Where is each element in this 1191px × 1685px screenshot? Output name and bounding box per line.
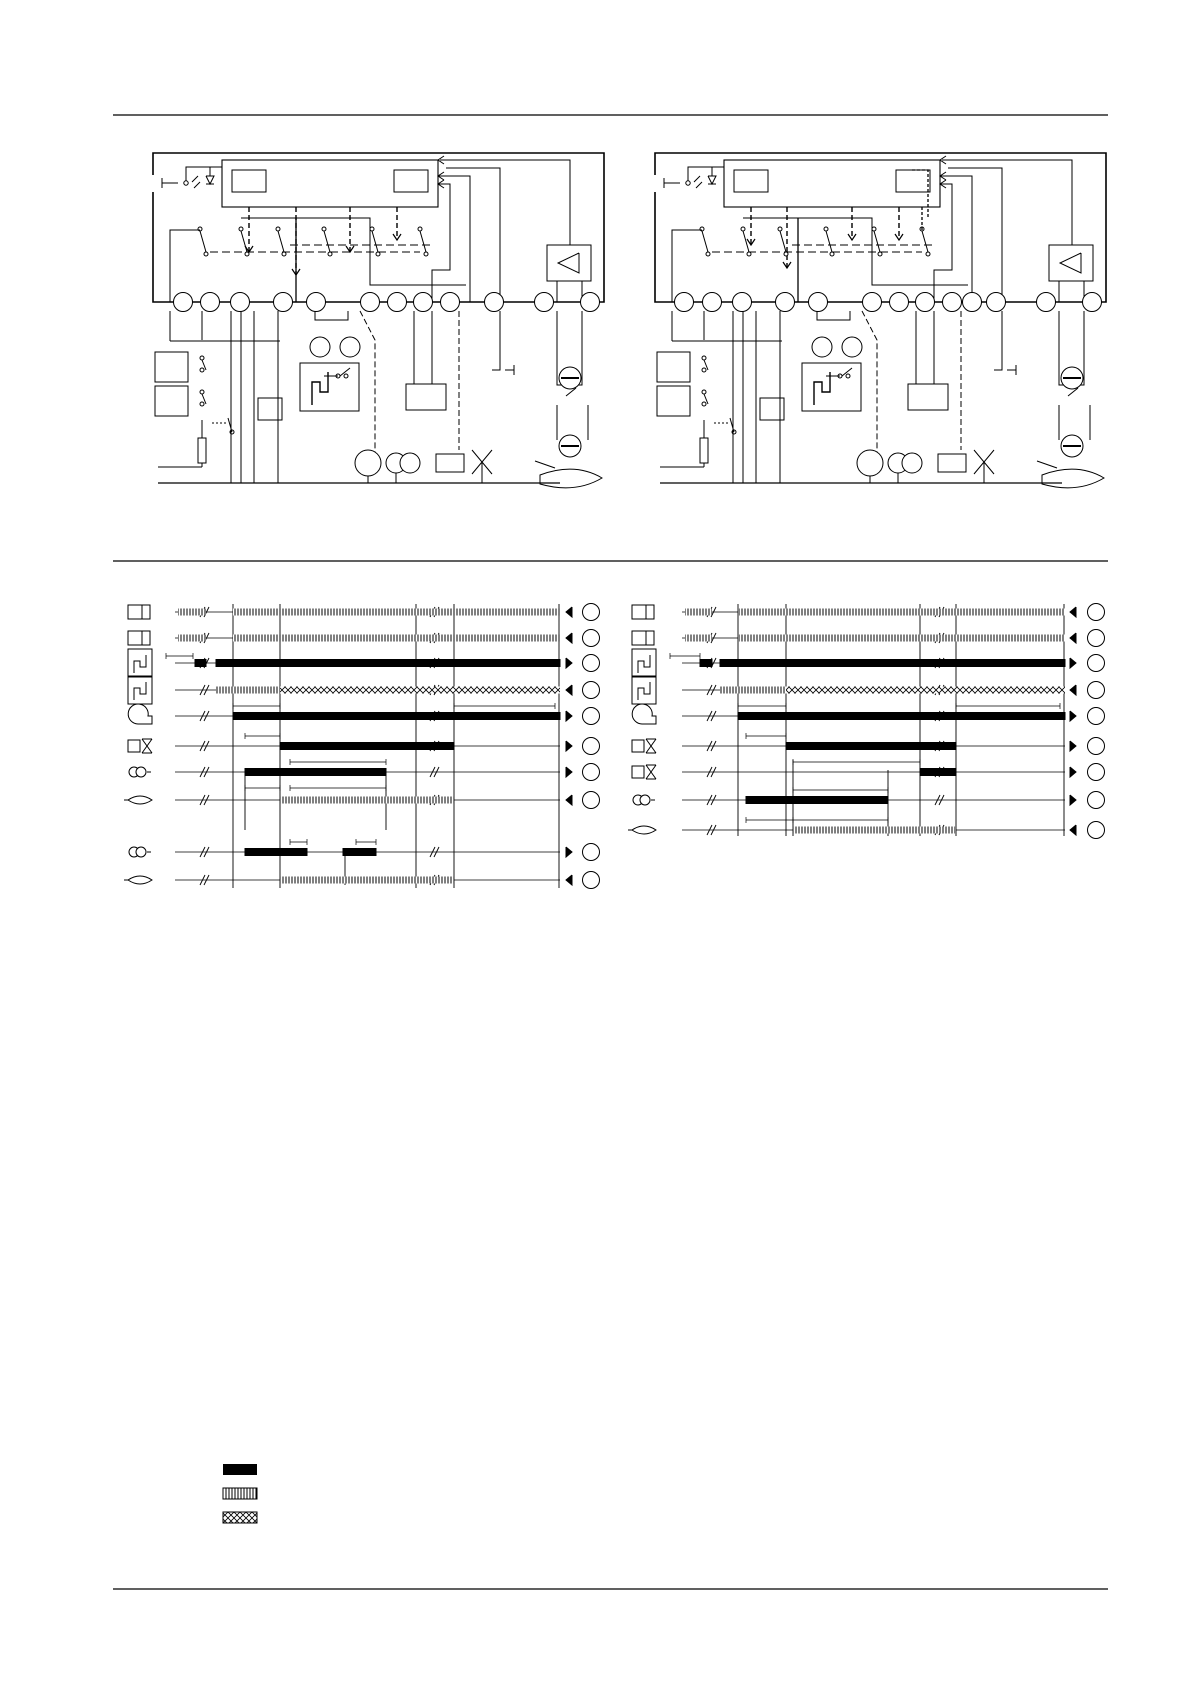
input-arrow <box>566 633 572 643</box>
relay-blade <box>200 231 206 252</box>
burner-flame-icon <box>1042 469 1104 488</box>
valve-relay-box <box>406 384 446 410</box>
signal-bar-hatch <box>738 609 1065 616</box>
relay-contact <box>276 227 280 231</box>
output-arrow <box>566 658 572 668</box>
terminal-circle <box>583 738 600 755</box>
relay-blade <box>702 231 708 252</box>
contact <box>200 390 204 394</box>
thermostat-box <box>155 352 188 382</box>
wiring-diagram-left <box>153 153 604 488</box>
wiring-diagram-right <box>655 153 1106 488</box>
terminal-4 <box>776 293 795 312</box>
amplifier-triangle-icon <box>558 253 579 273</box>
signal-bar-solid <box>245 769 386 776</box>
signal-bar-solid <box>786 743 956 750</box>
fuse-icon <box>700 438 708 463</box>
sensor-terminal <box>812 337 832 357</box>
output-arrow <box>566 741 572 751</box>
thermostat-icon <box>128 631 150 645</box>
output-arrow <box>1070 741 1076 751</box>
relay-contact <box>204 252 208 256</box>
led-light-arrow <box>694 176 700 182</box>
control-unit-box <box>222 160 438 207</box>
control-unit-box <box>724 160 940 207</box>
flame-arrow <box>535 461 555 468</box>
air-pressure-switch-box <box>802 363 861 411</box>
terminal-10 <box>963 293 982 312</box>
fan-motor-icon <box>355 450 381 476</box>
contact <box>200 402 204 406</box>
wire <box>492 311 500 370</box>
relay-contact <box>328 252 332 256</box>
wire <box>432 184 450 302</box>
led-light-arrow <box>192 176 198 182</box>
contact <box>200 356 204 360</box>
terminal-circle <box>583 872 600 889</box>
wire <box>315 311 348 320</box>
terminal-circle <box>583 682 600 699</box>
terminal-11 <box>535 293 554 312</box>
output-arrow <box>566 767 572 777</box>
contact <box>702 390 706 394</box>
relay-blade <box>278 231 284 252</box>
relay-contact <box>370 227 374 231</box>
reset-contact <box>184 181 188 185</box>
terminal-circle <box>1088 630 1105 647</box>
terminal-12 <box>1037 293 1056 312</box>
dashed-feedback <box>912 170 928 232</box>
signal-bar-solid <box>738 713 1065 720</box>
pressure-switch-icon <box>814 372 830 405</box>
wire <box>186 167 222 181</box>
output-logic-box <box>394 170 428 192</box>
wire <box>942 160 1072 245</box>
signal-bar-hatch <box>178 635 206 642</box>
terminal-11 <box>987 293 1006 312</box>
signal-bar-hatch <box>280 877 454 884</box>
relay-contact <box>245 252 249 256</box>
output-arrow <box>1070 711 1076 721</box>
burner-flame-icon <box>540 469 602 488</box>
signal-bar-hatch <box>685 609 712 616</box>
relay-contact <box>706 252 710 256</box>
terminal-circle <box>1088 655 1105 672</box>
signal-bar-hatch <box>738 635 1065 642</box>
relay-contact <box>239 227 243 231</box>
signal-bar-xhatch <box>280 687 560 694</box>
wire <box>817 311 850 320</box>
relay-contact <box>747 252 751 256</box>
signal-bar-hatch <box>720 687 786 694</box>
fan-motor-icon <box>128 704 152 724</box>
air-pressure-switch-icon-path <box>134 682 146 700</box>
legend-swatch-hatched <box>223 1488 257 1499</box>
valve-icon-coil <box>128 740 140 752</box>
fan-motor-icon <box>857 450 883 476</box>
terminal-circle <box>583 764 600 781</box>
valve-icon <box>974 450 984 474</box>
relay-blade <box>241 231 247 252</box>
terminal-3 <box>733 293 752 312</box>
terminal-circle <box>1088 764 1105 781</box>
led-light-arrow <box>696 182 702 188</box>
thermostat-icon <box>632 631 654 645</box>
flame-icon <box>128 876 152 884</box>
wire <box>438 176 470 302</box>
reset-contact <box>686 181 690 185</box>
relay-contact <box>418 227 422 231</box>
terminal-2 <box>703 293 722 312</box>
relay-contact <box>778 227 782 231</box>
relay-contact <box>878 252 882 256</box>
input-arrow <box>1070 685 1076 695</box>
terminal-2 <box>201 293 220 312</box>
terminal-9 <box>943 293 962 312</box>
terminal-8 <box>916 293 935 312</box>
relay-blade <box>780 231 786 252</box>
ignition-transformer-icon <box>136 847 146 857</box>
output-arrow <box>566 847 572 857</box>
led-icon <box>206 176 214 184</box>
terminal-12 <box>581 293 600 312</box>
relay-contact <box>830 252 834 256</box>
controller-frame <box>655 153 1106 302</box>
sensor-terminal <box>842 337 862 357</box>
terminal-7 <box>890 293 909 312</box>
output-arrow <box>1070 767 1076 777</box>
terminal-circle <box>1088 682 1105 699</box>
signal-bar-solid <box>216 660 560 667</box>
terminal-circle <box>1088 708 1105 725</box>
valve-icon-coil <box>632 740 644 752</box>
thermostat-box <box>657 386 690 416</box>
wire <box>688 167 724 181</box>
solenoid-box <box>938 454 966 472</box>
terminal-9 <box>441 293 460 312</box>
air-pressure-switch-icon-path <box>638 682 650 700</box>
signal-bar-hatch <box>233 609 560 616</box>
relay-contact <box>926 252 930 256</box>
input-arrow <box>566 685 572 695</box>
input-arrow <box>1070 633 1076 643</box>
pressure-switch-icon <box>312 372 328 405</box>
signal-bar-hatch <box>280 797 454 804</box>
valve-icon-coil <box>632 766 644 778</box>
terminal-circle <box>583 655 600 672</box>
terminal-8 <box>414 293 433 312</box>
solenoid-box <box>436 454 464 472</box>
flame-icon <box>128 796 152 804</box>
terminal-10 <box>485 293 504 312</box>
input-arrow <box>1070 825 1076 835</box>
terminal-3 <box>231 293 250 312</box>
terminal-6 <box>863 293 882 312</box>
signal-bar-xhatch <box>786 687 1065 694</box>
signal-bar-solid <box>343 849 376 856</box>
valve-icon <box>984 450 994 474</box>
signal-bar-hatch <box>233 635 560 642</box>
valve-icon <box>472 450 482 474</box>
contact <box>200 368 204 372</box>
signal-bar-solid <box>233 713 560 720</box>
terminal-circle <box>1088 604 1105 621</box>
valve-relay-box <box>908 384 948 410</box>
terminal-6 <box>361 293 380 312</box>
wire <box>948 168 1002 302</box>
relay-blade <box>372 231 378 252</box>
signal-bar-solid <box>920 769 956 776</box>
amplifier-triangle-icon <box>1060 253 1081 273</box>
timing-diagram-left <box>124 604 600 889</box>
terminal-7 <box>388 293 407 312</box>
air-pressure-switch-icon-path <box>134 655 146 673</box>
terminal-circle <box>1088 822 1105 839</box>
relay-contact <box>424 252 428 256</box>
input-arrow <box>566 795 572 805</box>
legend <box>223 1464 257 1523</box>
flame-arrow <box>1037 461 1057 468</box>
relay-contact <box>741 227 745 231</box>
signal-bar-hatch <box>216 687 280 694</box>
timing-diagram-right <box>628 604 1105 839</box>
relay-blade <box>420 231 426 252</box>
relay-blade <box>324 231 330 252</box>
contact <box>702 368 706 372</box>
thermostat-box <box>155 386 188 416</box>
wire <box>672 230 702 302</box>
output-arrow <box>566 711 572 721</box>
output-arrow <box>1070 795 1076 805</box>
thermostat-box <box>657 352 690 382</box>
relay-contact <box>376 252 380 256</box>
legend-swatch-cross-hatched <box>223 1512 257 1523</box>
terminal-1 <box>675 293 694 312</box>
relay-blade <box>922 231 928 252</box>
fuse-icon <box>198 438 206 463</box>
relay-blade <box>826 231 832 252</box>
terminal-circle <box>583 708 600 725</box>
microcontroller-box <box>232 170 266 192</box>
terminal-circle <box>583 604 600 621</box>
thermostat-icon <box>128 605 150 619</box>
signal-bar-hatch <box>793 827 956 834</box>
relay-contact <box>824 227 828 231</box>
wire-dashed <box>862 311 877 455</box>
signal-bar-solid <box>700 660 712 667</box>
terminal-1 <box>174 293 193 312</box>
contact <box>702 402 706 406</box>
led-light-arrow <box>194 182 200 188</box>
flame-amplifier-box <box>1049 245 1093 281</box>
output-logic-box <box>896 170 930 192</box>
relay-contact <box>784 252 788 256</box>
wire <box>170 230 200 302</box>
wire <box>934 184 952 302</box>
terminal-circle <box>583 630 600 647</box>
contact <box>702 356 706 360</box>
signal-bar-hatch <box>685 635 712 642</box>
ignition-transformer-icon <box>640 795 650 805</box>
input-arrow <box>566 607 572 617</box>
terminal-4 <box>274 293 293 312</box>
input-arrow <box>566 875 572 885</box>
controller-frame <box>153 153 604 302</box>
terminal-13 <box>1083 293 1102 312</box>
contact <box>846 374 850 378</box>
wire <box>446 168 500 302</box>
wire-dashed <box>360 311 375 455</box>
wire <box>440 160 570 245</box>
ignition-transformer-coil <box>400 453 420 473</box>
ignition-transformer-coil <box>902 453 922 473</box>
fan-motor-icon <box>632 704 656 724</box>
sensor-terminal <box>340 337 360 357</box>
signal-bar-solid <box>720 660 1065 667</box>
flame-icon <box>632 826 656 834</box>
signal-bar-hatch <box>178 609 206 616</box>
signal-bar-solid <box>746 797 888 804</box>
terminal-5 <box>809 293 828 312</box>
microcontroller-box <box>734 170 768 192</box>
input-arrow <box>1070 607 1076 617</box>
signal-bar-solid <box>280 743 454 750</box>
wire <box>940 176 972 302</box>
terminal-circle <box>1088 738 1105 755</box>
ignition-transformer-icon <box>136 767 146 777</box>
terminal-circle <box>1088 792 1105 809</box>
contact <box>344 374 348 378</box>
relay-contact <box>282 252 286 256</box>
legend-swatch-solid <box>223 1464 257 1475</box>
flame-amplifier-box <box>547 245 591 281</box>
relay-contact <box>322 227 326 231</box>
terminal-circle <box>583 792 600 809</box>
led-icon <box>708 176 716 184</box>
air-pressure-switch-box <box>300 363 359 411</box>
terminal-circle <box>583 844 600 861</box>
air-pressure-switch-icon-path <box>638 655 650 673</box>
terminal-5 <box>307 293 326 312</box>
thermostat-icon <box>632 605 654 619</box>
relay-blade <box>874 231 880 252</box>
wire <box>994 311 1002 370</box>
relay-contact <box>872 227 876 231</box>
valve-icon <box>482 450 492 474</box>
signal-bar-solid <box>195 660 206 667</box>
sensor-terminal <box>310 337 330 357</box>
signal-bar-solid <box>245 849 307 856</box>
output-arrow <box>1070 658 1076 668</box>
